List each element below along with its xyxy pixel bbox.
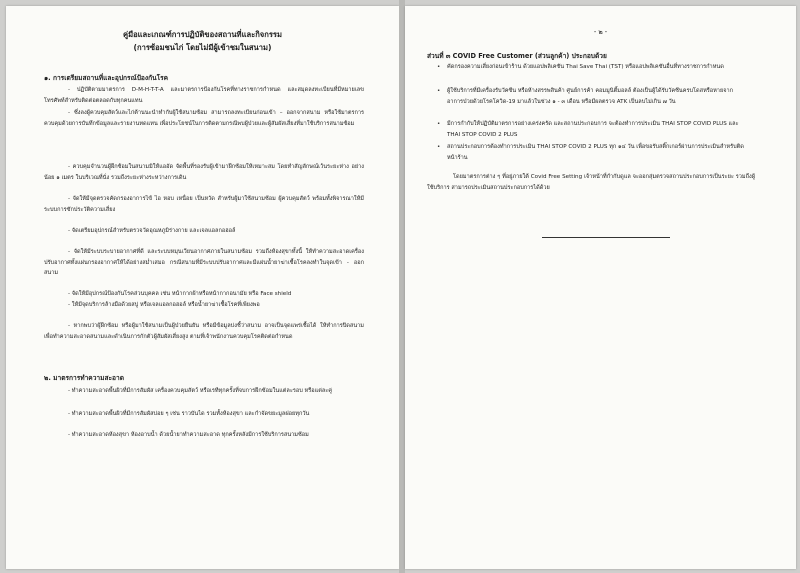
section2-heading: ๒. มาตรการทำความสะอาด <box>44 374 124 382</box>
document-subtitle: (การซ้อมชนไก่ โดยไม่มีผู้เข้าชมในสนาม) <box>133 43 272 52</box>
section1-item-2: - ซึ่งลงผู้ควบคุมสัตว์และไก่ต้านนะนำทำกับผู้ใช้สนามซ้อม สามารถลงทะเบียนก่อนเข้า – ออกจากสนาม หรือใช้มาตรการควบคุมด้วยการบันทึกข้อมูลและรายงานทดแทน เพื่อประโยชน์ในการติดตามกรณีพบผู้ป่วยและผู้สัมผัสเสี่ยงที่มาใช้บริการสนามซ้อม <box>44 110 364 127</box>
section1-item-7: - จัดให้มีอุปกรณ์ป้องกันโรคส่วนบุคคล เช่น หน้ากากผ้าหรือหน้ากากอนามัย หรือ Face shield <box>68 291 292 297</box>
bullet-icon: • <box>437 144 441 150</box>
section1-item-3: - ควบคุมจำนวนผู้ฝึกซ้อมในสนามมิให้แออัด จัดพื้นที่รองรับผู้เข้ามาฝึกซ้อมให้เหมาะสม โดยทำสัญลักษณ์เว้นระยะห่าง อย่างน้อย ๑ เมตร ในบริเวณที่นั่ง รวมถึงระยะห่างระหว่างการเดิน <box>44 164 364 181</box>
section1-item-1: - ปฏิบัติตามมาตรการ D-M-H-T-T-A และมาตรการป้องกันโรคที่ทางราชการกำหนด และสมุดลงทะเบียนที่มีหมายเลขโทรศัพท์สำหรับติดต่อตลอดกับทุกคนแทน <box>44 87 364 104</box>
page-number: - ๒ - <box>593 28 608 36</box>
section2-item-1: - ทำความสะอาดพื้นผิวที่มีการสัมผัส เครื่องควบคุมสัตว์ หรือเรทีทุกครั้งที่จบการฝึกซ้อมในแต่ละรอบ หรือแต่ละคู่ <box>68 388 333 394</box>
section1-item-8: - ให้มีจุดบริการล้างมือด้วยสบู่ หรือเจลแอลกอฮอล์ หรือน้ำยาฆ่าเชื้อโรคที่เพียงพอ <box>68 302 260 308</box>
right-document-page <box>405 6 796 569</box>
section1-item-6: - จัดให้มีระบบระบายอากาศที่ดี และระบบหมุนเวียนอากาศภายในสนามซ้อม รวมถึงห้องสุขาทั้งนี้ ให้ทำความสะอาดเครื่องปรับอากาศทั้งแผ่นกรองอากาศให้ได้อย่างสม่ำเสมอ กรณีสนามที่มีระบบปรับอากาศและมีแผ่นน้ำยาฆ่าเชื้อโรคลงทำในจุดเข้า - ออกสนาม <box>44 249 364 277</box>
bullet-text-1: คัดกรองความเสี่ยงก่อนเข้าร้าน ด้วยแอปพลิเคชัน Thai Save Thai (TST) หรือแอปพลิเคชันอื่นที่ทางราชการกำหนด <box>447 64 724 70</box>
bullet-item-1 <box>437 62 747 73</box>
closing-paragraph: โดยมาตรการต่าง ๆ ที่อยู่ภายใต้ Covid Free Setting เจ้าหน้าที่กำกับดูแล จะออกสุ่มตรวจสถานประกอบการเป็นระยะ รวมถึงผู้ใช้บริการ สามารถประเมินสถานประกอบการได้ด้วย <box>427 174 755 191</box>
left-document-page <box>6 6 399 569</box>
bullet-item-3 <box>437 119 747 140</box>
signature-line <box>542 237 670 238</box>
section3-heading: ส่วนที่ ๓ COVID Free Customer (ส่วนลูกค้า) ประกอบด้วย <box>427 52 607 60</box>
bullet-item-2 <box>437 86 747 107</box>
bullet-item-4 <box>437 142 747 163</box>
section2-item-2: - ทำความสะอาดพื้นผิวที่มีการสัมผัสบ่อย ๆ เช่น ราวบันได รวมทั้งห้องสุขา และกำจัดขยะมูลฝอยทุกวัน <box>68 411 310 417</box>
bullet-icon: • <box>437 88 441 94</box>
section1-item-5: - จัดเตรียมอุปกรณ์สำหรับตรวจวัดอุณหภูมิร่างกาย และเจลแอลกอฮอล์ <box>68 228 236 234</box>
bullet-text-2: ผู้ใช้บริการที่มีเครื่องรับวัคซีน หรือห้างสรรพสินค้า ศูนย์การค้า คอมมูนิตี้มอลล์ ต้องเป็นผู้ได้รับวัคซีนครบโดสหรือหายจากอาการป่วยด้วยโรคโควิด-19 มาแล้วในช่วง ๑ - ๓ เดือน หรือมีผลตรวจ ATK เป็นลบไม่เกิน ๗ วัน <box>447 88 734 105</box>
bullet-text-4: สถานประกอบการต้องทำการประเมิน THAI STOP COVID 2 PLUS ทุก ๑๔ วัน เพื่อขอรับสติ๊กเกอร์ผ่านการประเมินสำหรับติดหน้าร้าน <box>447 144 744 161</box>
section1-item-9: - หากพบว่าผู้ฝึกซ้อม หรือผู้มาใช้สนามเป็นผู้ป่วยยืนยัน หรือมีข้อมูลบ่งชี้ว่าสนาม อาจเป็นจุดแพร่เชื้อได้ ให้ทำการปิดสนาม เพื่อทำความสะอาดสนามและดำเนินการกักตัวผู้สัมผัสเสี่ยงสูง ตามที่เจ้าพนักงานควบคุมโรคติดต่อกำหนด <box>44 323 364 340</box>
section2-item-3: - ทำความสะอาดห้องสุขา ห้องอาบน้ำ ด้วยน้ำยาทำความสะอาด ทุกครั้งหลังมีการใช้บริการสนามซ้อม <box>68 432 309 438</box>
document-title: คู่มือและเกณฑ์การปฏิบัติของสถานที่และกิจกรรม <box>122 30 282 39</box>
section1-heading: ๑. การเตรียมสถานที่และอุปกรณ์ป้องกันโรค <box>44 74 169 82</box>
bullet-text-3: มีการกำกับให้ปฏิบัติมาตรการอย่างเคร่งครัด และสถานประกอบการ จะต้องทำการประเมิน THAI STOP COVID PLUS และ THAI STOP COVID 2 PLUS <box>447 121 739 138</box>
bullet-icon: • <box>437 121 441 127</box>
bullet-icon: • <box>437 64 441 70</box>
section1-item-4: - จัดให้มีจุดตรวจคัดกรองอาการไข้ ไอ หอบ เหนื่อย เป็นหวัด สำหรับผู้มาใช้สนามซ้อม ผู้ควบคุมสัตว์ พร้อมทั้งพิจารณาให้มีระบบการซักประวัติความเสี่ยง <box>44 196 364 213</box>
